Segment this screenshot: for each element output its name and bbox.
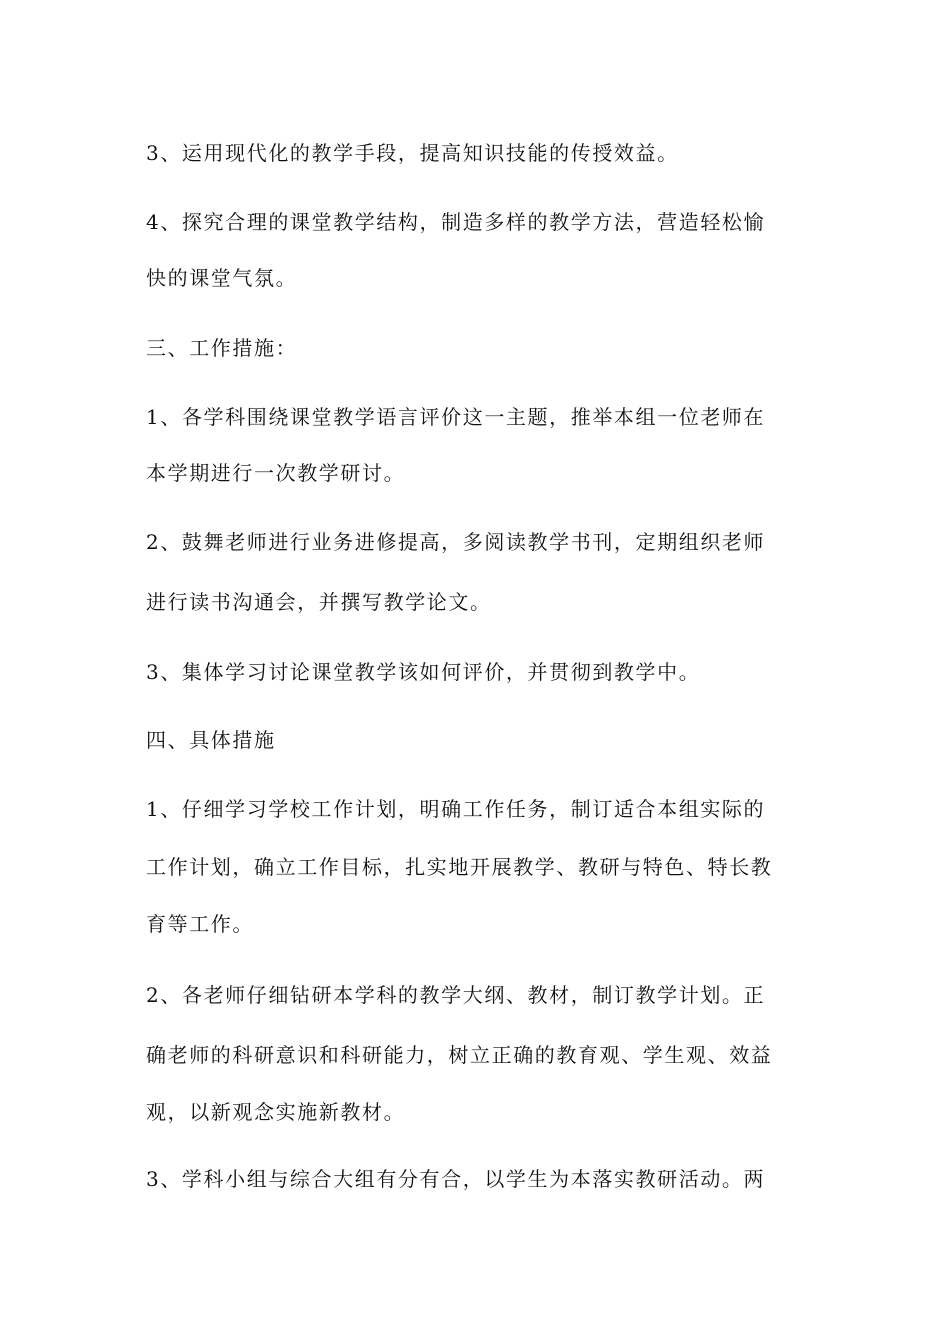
text-line: 工作计划，确立工作目标，扎实地开展教学、教研与特色、特长教 bbox=[146, 855, 773, 879]
text-line: 本学期进行一次教学研讨。 bbox=[146, 461, 406, 485]
text-line: 3、学科小组与综合大组有分有合，以学生为本落实教研活动。两 bbox=[146, 1167, 766, 1191]
text-line: 1、仔细学习学校工作计划，明确工作任务，制订适合本组实际的 bbox=[146, 797, 766, 821]
text-line: 进行读书沟通会，并撰写教学论文。 bbox=[146, 590, 492, 614]
text-line: 1、各学科围绕课堂教学语言评价这一主题，推举本组一位老师在 bbox=[146, 405, 766, 429]
text-line: 3、集体学习讨论课堂教学该如何评价，并贯彻到教学中。 bbox=[146, 660, 701, 684]
text-line: 育等工作。 bbox=[146, 912, 254, 936]
text-line: 确老师的科研意识和科研能力，树立正确的教育观、学生观、效益 bbox=[146, 1043, 773, 1067]
text-line: 4、探究合理的课堂教学结构，制造多样的教学方法，营造轻松愉 bbox=[146, 210, 766, 234]
text-line: 2、鼓舞老师进行业务进修提高，多阅读教学书刊，定期组织老师 bbox=[146, 530, 766, 554]
text-line: 快的课堂气氛。 bbox=[146, 266, 298, 290]
text-line: 3、运用现代化的教学手段，提高知识技能的传授效益。 bbox=[146, 141, 679, 165]
text-line: 观，以新观念实施新教材。 bbox=[146, 1100, 406, 1124]
section-heading: 四、具体措施 bbox=[146, 728, 276, 752]
text-line: 2、各老师仔细钻研本学科的教学大纲、教材，制订教学计划。正 bbox=[146, 983, 766, 1007]
section-heading: 三、工作措施： bbox=[146, 336, 298, 360]
